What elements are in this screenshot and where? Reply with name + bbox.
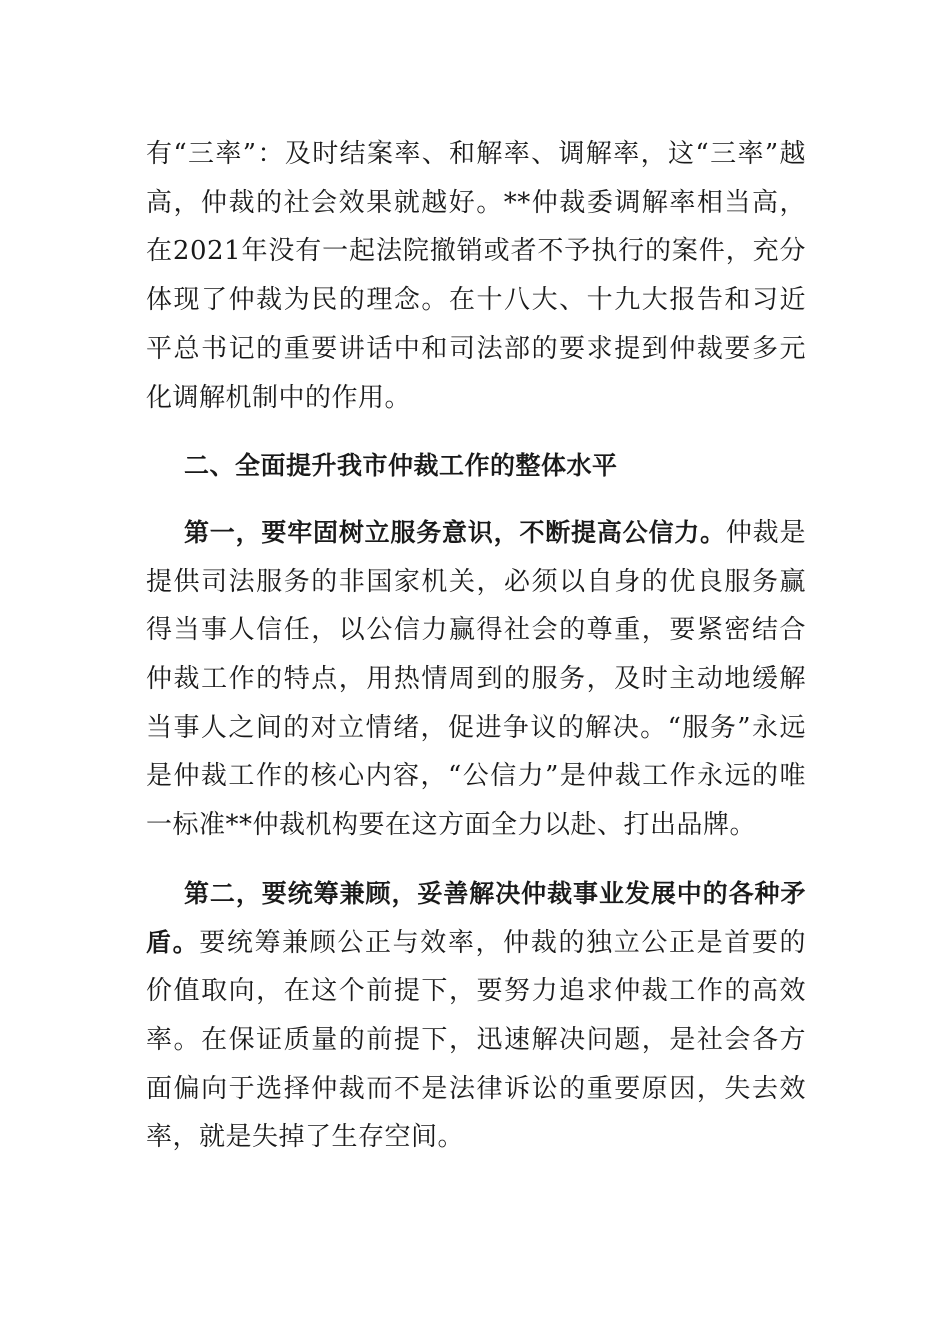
item-lead-1: 第一，要牢固树立服务意识，不断提高公信力。 [184,517,726,547]
item-body-1: 仲裁是提供司法服务的非国家机关，必须以自身的优良服务赢得当事人信任，以公信力赢得社会的尊重，要紧密结合仲裁工作的特点，用热情周到的服务，及时主动地缓解当事人之间的对立情绪，促进争议的解决。“服务”永远是仲裁工作的核心内容，“公信力”是仲裁工作永远的唯一标准**仲裁机构要在这方面全力以赴、打出品牌。 [146,517,806,841]
item-paragraph-2 [146,870,806,1162]
intro-paragraph: 有“三率”：及时结案率、和解率、调解率，这“三率”越高，仲裁的社会效果就越好。**仲裁委调解率相当高，在2021年没有一起法院撤销或者不予执行的案件，充分体现了仲裁为民的理念。在十八大、十九大报告和习近平总书记的重要讲话中和司法部的要求提到仲裁要多元化调解机制中的作用。 [146,139,806,413]
document-page [146,130,806,1182]
section-heading: 二、全面提升我市仲裁工作的整体水平 [184,451,618,481]
item-body-2: 要统筹兼顾公正与效率，仲裁的独立公正是首要的价值取向，在这个前提下，要努力追求仲裁工作的高效率。在保证质量的前提下，迅速解决问题，是社会各方面偏向于选择仲裁而不是法律诉讼的重要原因，失去效率，就是失掉了生存空间。 [146,927,806,1153]
item-paragraph-1 [146,509,806,850]
item-lead-2: 第二，要统筹兼顾，妥善解决仲裁事业发展中的各种矛盾。 [146,878,806,957]
